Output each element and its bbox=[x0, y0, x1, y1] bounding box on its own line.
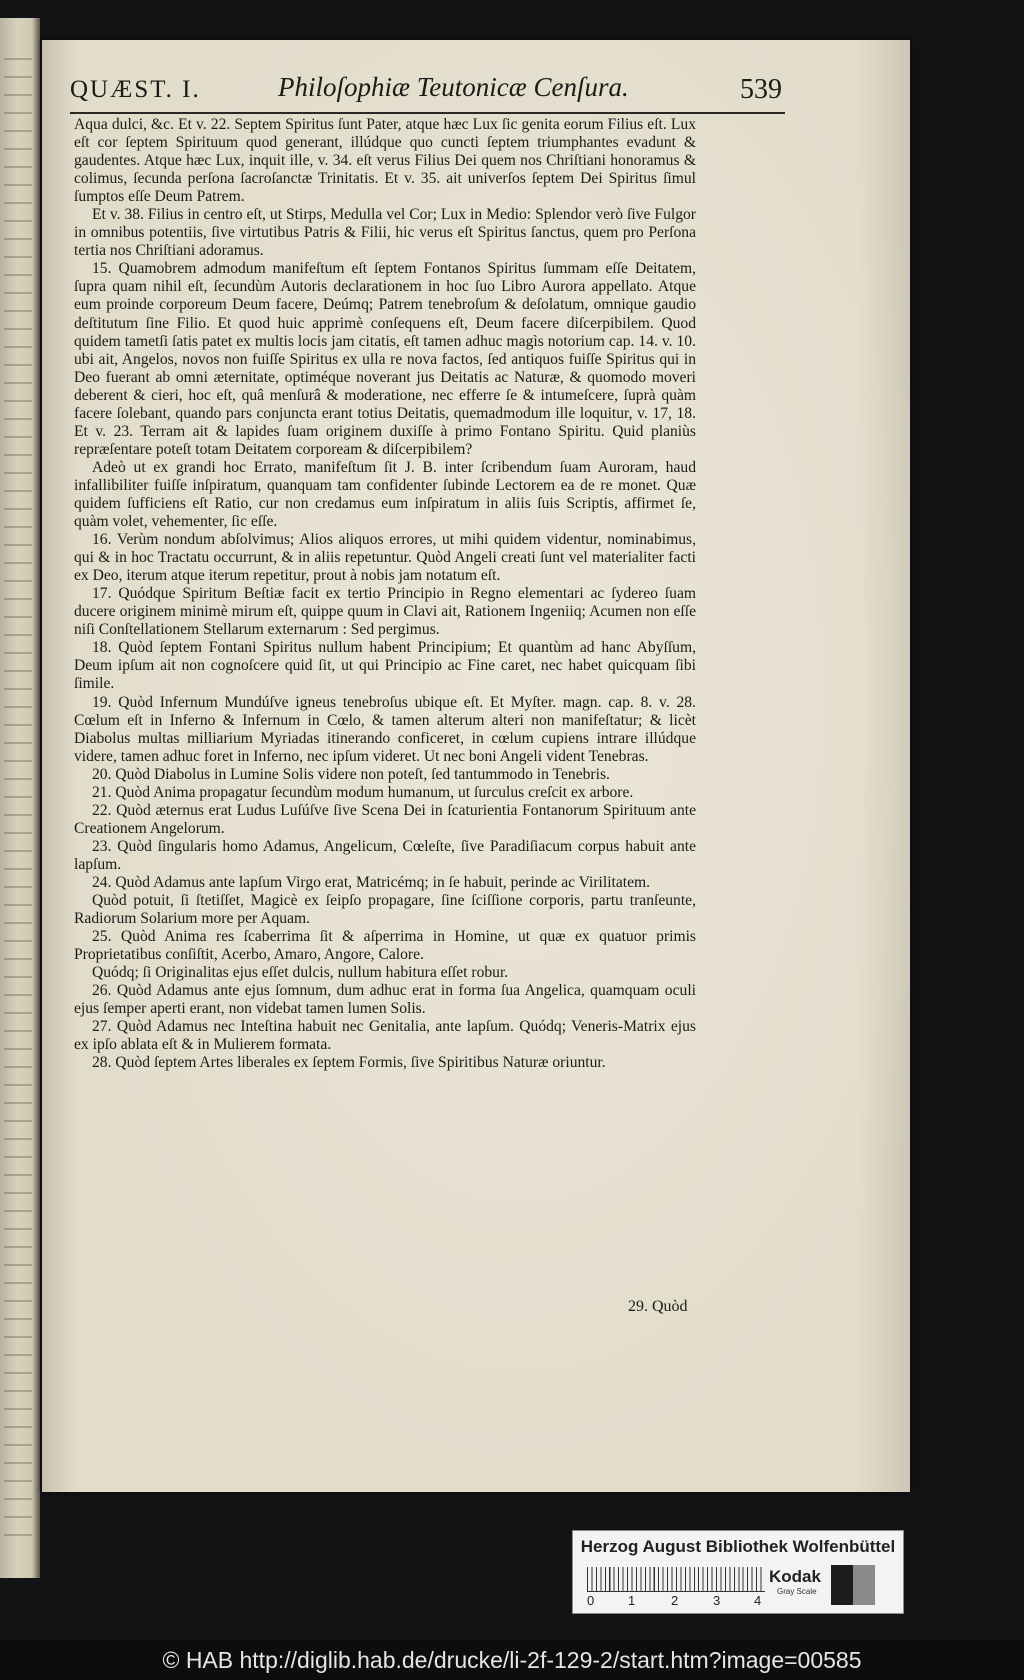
library-name: Herzog August Bibliothek Wolfenbüttel bbox=[580, 1537, 896, 1556]
paragraph: 26. Quòd Adamus ante ejus ſomnum, dum adhuc erat in forma ſua Angelica, quamquam oculi ejus ſemper aperti erant, non videbat tamen lumen Solis. bbox=[74, 982, 696, 1018]
paragraph: Et v. 38. Filius in centro eſt, ut Stirps, Medulla vel Cor; Lux in Medio: Splendor verò ſive Fulgor in omnibus potentiis, ſive virtutibus Patris & Filii, hic verus eſt Spiritus ſanctus, quem pro Perſona tertia nos Chriſtiani adoramus. bbox=[74, 206, 696, 260]
paragraph: Quódq; ſi Originalitas ejus eſſet dulcis, nullum habitura eſſet robur. bbox=[92, 964, 509, 982]
page-number: 539 bbox=[740, 74, 782, 105]
gray-patch-mid bbox=[853, 1565, 875, 1605]
library-color-chart bbox=[572, 1530, 904, 1614]
gray-scale-label: Gray Scale bbox=[777, 1587, 817, 1596]
catchword: 29. Quòd bbox=[628, 1298, 688, 1315]
paragraph: 19. Quòd Infernum Mundúſve igneus tenebroſus ubique eſt. Et Myſter. magn. cap. 8. v. 28. Cœlum eſt in Inferno & Infernum in Cœlo, & tamen alterum alteri non manifeſtatur; & licèt Diabolus multas milliarium Myriadas itinerando conficeret, in cœlum cupiens intrare illúdque videre, tamen adhuc foret in Inferno, nec ipſum videret. Ut nec boni Angeli vident Tenebras. bbox=[74, 693, 696, 765]
copyright-footer[interactable]: © HAB http://diglib.hab.de/drucke/li-2f-129-2/start.htm?image=00585 bbox=[0, 1640, 1024, 1680]
ruler-numbers bbox=[587, 1593, 777, 1609]
ruler-number: 2 bbox=[671, 1593, 679, 1608]
body-text bbox=[74, 116, 696, 1072]
paragraph: 16. Verùm nondum abſolvimus; Alios aliquos errores, ut mihi quidem videntur, nominabimus, qui & in hoc Tractatu occurrunt, & in aliis repetuntur. Quòd Angeli creati ſunt vel materialiter facti ex Deo, iterum atque iterum repetitur, prout à nobis jam notatum eſt. bbox=[74, 531, 696, 585]
header-quaestio: QUÆST. I. bbox=[70, 76, 201, 103]
kodak-logo: Kodak bbox=[769, 1567, 821, 1586]
bleed-through-text bbox=[4, 58, 32, 1538]
ruler-number: 3 bbox=[713, 1593, 721, 1608]
paragraph: Adeò ut ex grandi hoc Errato, manifeſtum ſit J. B. inter ſcribendum ſuam Auroram, haud infallibiliter fuiſſe inſpiratum, quanquam tam confidenter ſubinde Lectorem ea de re monet. Quæ quidem ſufficiens eſt Ratio, cur non credamus eum inſpiratum in aliis ſuis Scriptis, affirmet ſe, quàm volet, vehementer, ſic eſſe. bbox=[74, 458, 696, 531]
paragraph: 23. Quòd ſingularis homo Adamus, Angelicum, Cœleſte, ſive Paradiſiacum corpus habuit ante lapſum. bbox=[74, 837, 696, 873]
running-header bbox=[70, 70, 800, 110]
paragraph: 25. Quòd Anima res ſcaberrima ſit & aſperrima in Homine, ut quæ ex quatuor primis Proprietatibus conſiſtit, Acerbo, Amaro, Angore, Calore. bbox=[74, 928, 696, 964]
paragraph: 24. Quòd Adamus ante lapſum Virgo erat, Matricémq; in ſe habuit, perinde ac Virilitatem. bbox=[92, 873, 651, 891]
paragraph: 17. Quódque Spiritum Beſtiæ facit ex tertio Principio in Regno elementari ac ſydereo ſuam ducere originem minimè mirum eſt, quippe quum in Clavi ait, Rationem Ingeniiq; Acumen non eſſe niſi Conſtellationem Stellarum externarum : Sed pergimus. bbox=[74, 585, 696, 639]
adjacent-page-edge bbox=[0, 18, 40, 1578]
paragraph: 27. Quòd Adamus nec Inteſtina habuit nec Genitalia, ante lapſum. Quódq; Veneris-Matrix ejus ex ipſo ablata eſt & in Mulierem formata. bbox=[74, 1018, 696, 1054]
paragraph: Aqua dulci, &c. Et v. 22. Septem Spiritus ſunt Pater, atque hæc Lux ſic genita eorum Filius eſt. Lux eſt cor ſeptem Spirituum quod generant, illúdque quo cuncti ſeptem triumphantes evadunt & gaudentes. Atque hæc Lux, inquit ille, v. 34. eſt verus Filius Dei quem nos Chriſtiani honoramus & colimus, ſecunda perſona ſacroſanctæ Trinitatis. Et v. 35. ait univerſos ſeptem Dei Spiritus ſimul ſumptos eſſe Deum Patrem. bbox=[74, 116, 696, 206]
header-title: Philoſophiæ Teutonicæ Cenſura. bbox=[278, 72, 629, 102]
paragraph: 18. Quòd ſeptem Fontani Spiritus nullum habent Principium; Et quantùm ad hanc Abyſſum, Deum ipſum ait non cognoſcere quid ſit, ut qui Principio ac Fine caret, nec habet quicquam ſibi ſimile. bbox=[74, 639, 696, 693]
ruler-scale bbox=[587, 1567, 765, 1592]
ruler-number: 4 bbox=[754, 1593, 762, 1608]
paragraph: 28. Quòd ſeptem Artes liberales ex ſeptem Formis, ſive Spiritibus Naturæ oriuntur. bbox=[92, 1054, 606, 1072]
gray-patch-black bbox=[831, 1565, 853, 1605]
ruler-number: 1 bbox=[628, 1593, 636, 1608]
ruler-number: 0 bbox=[587, 1593, 595, 1608]
paragraph: 20. Quòd Diabolus in Lumine Solis videre non poteſt, ſed tantummodo in Tenebris. bbox=[92, 765, 610, 783]
paragraph: 15. Quamobrem admodum manifeſtum eſt ſeptem Fontanos Spiritus ſummam eſſe Deitatem, ſupra quam nihil eſt, ſecundùm Autoris declarationem in hoc ſuo Libro Aurora appellato. Atque eum proinde corporeum Deum facere, Deúmq; Patrem tenebroſum & deſolatum, omnique gaudio deſtitutum ſine Filio. Et quod huic apprimè conſequens eſt, Deum facere diſcerpibilem. Quod quidem tametſi ſatis patet ex multis locis jam citatis, eſt tamen adhuc magìs notorium cap. 14. v. 10. ubi ait, Angelos, novos non fuiſſe Spiritus ex ulla re nova factos, ſed antiquos fuiſſe Spiritus qui in Deo fuerant ab omni æternitate, optiméque noverant jus Deitatis ac Naturæ, & quomodo moveri deberent & cieri, hoc eſt, quâ menſurâ & moderatione, nec efferre ſe & intumeſcere, ſuprà quàm facere ſolebant, quando pars conjuncta erant totius Deitatis, quemadmodum ille loquitur, v. 17, 18. Et v. 23. Terram ait & lapides ſuam originem duxiſſe à primo Fontano Spiritu. Quid planiùs repræſentare poteſt totam Deitatem corpoream & diſcerpibilem? bbox=[74, 260, 696, 458]
paragraph: 22. Quòd æternus erat Ludus Luſúſve ſive Scena Dei in ſcaturientia Fontanorum Spirituum ante Creationem Angelorum. bbox=[74, 801, 696, 837]
paragraph: Quòd potuit, ſi ſtetiſſet, Magicè ex ſeipſo propagare, ſine ſciſſione corporis, partu tranſeunte, Radiorum Solarium more per Aquam. bbox=[74, 892, 696, 928]
header-rule bbox=[70, 112, 785, 114]
paragraph: 21. Quòd Anima propagatur ſecundùm modum humanum, ut ſurculus creſcit ex arbore. bbox=[92, 783, 634, 801]
